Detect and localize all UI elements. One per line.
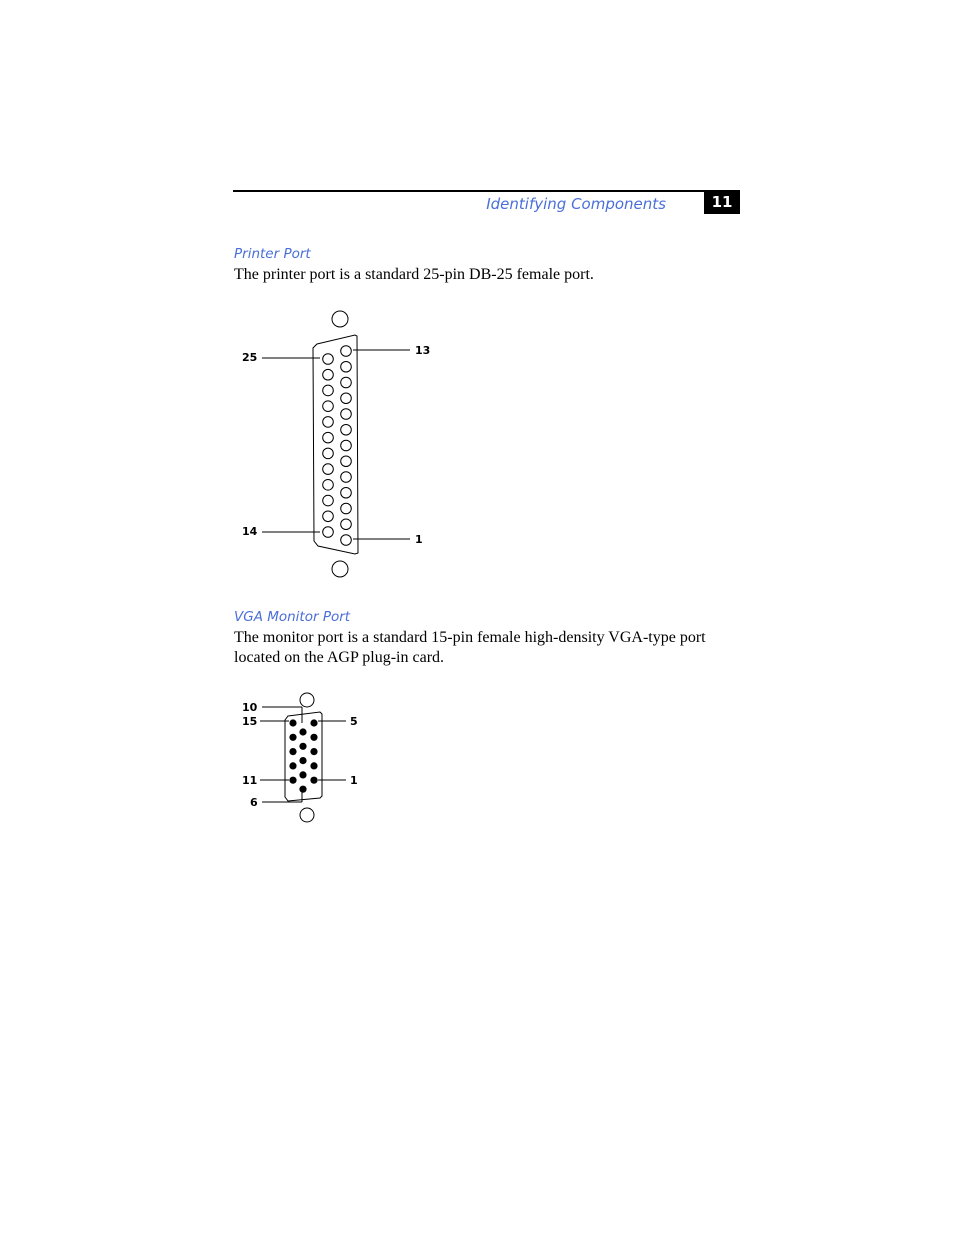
vga-mounting-hole-bottom: [300, 808, 314, 822]
vga-pin-label-6: 6: [250, 796, 258, 809]
vga-pin-1: [310, 777, 317, 784]
vga-pin-3: [310, 748, 317, 755]
vga-pin-4: [310, 734, 317, 741]
page-number: 11: [704, 191, 740, 214]
vga-pin-13: [289, 748, 296, 755]
vga-pin-label-5: 5: [350, 715, 358, 728]
vga-pin-2: [310, 762, 317, 769]
vga-pin-8: [299, 757, 306, 764]
vga-pin-label-10: 10: [242, 701, 258, 714]
pin-label-14: 14: [242, 525, 258, 538]
vga-pin-11: [289, 777, 296, 784]
vga-pin-5: [310, 719, 317, 726]
printer-port-description: The printer port is a standard 25-pin DB-25 female port.: [234, 266, 594, 283]
vga-pin-10: [299, 728, 306, 735]
pin-label-25: 25: [242, 351, 258, 364]
vga-port-description: The monitor port is a standard 15-pin female high-density VGA-type port located on the AGP plug-in card.: [234, 629, 706, 666]
vga-pin-label-11: 11: [242, 774, 258, 787]
vga-pin-7: [299, 771, 306, 778]
vga-pin-12: [289, 762, 296, 769]
vga-pin-14: [289, 734, 296, 741]
vga-pin-9: [299, 743, 306, 750]
vga-pin-label-15: 15: [242, 715, 258, 728]
vga-mounting-hole-top: [300, 693, 314, 707]
vga-pin-6: [299, 786, 306, 793]
vga-pins: [289, 719, 317, 792]
pin-label-13: 13: [415, 344, 431, 357]
pin-label-1: 1: [415, 533, 423, 546]
vga-pin-15: [289, 719, 296, 726]
vga-port-heading: VGA Monitor Port: [234, 609, 351, 625]
running-title: Identifying Components: [486, 195, 666, 213]
vga-pin-label-1: 1: [350, 774, 358, 787]
printer-port-heading: Printer Port: [234, 246, 311, 262]
